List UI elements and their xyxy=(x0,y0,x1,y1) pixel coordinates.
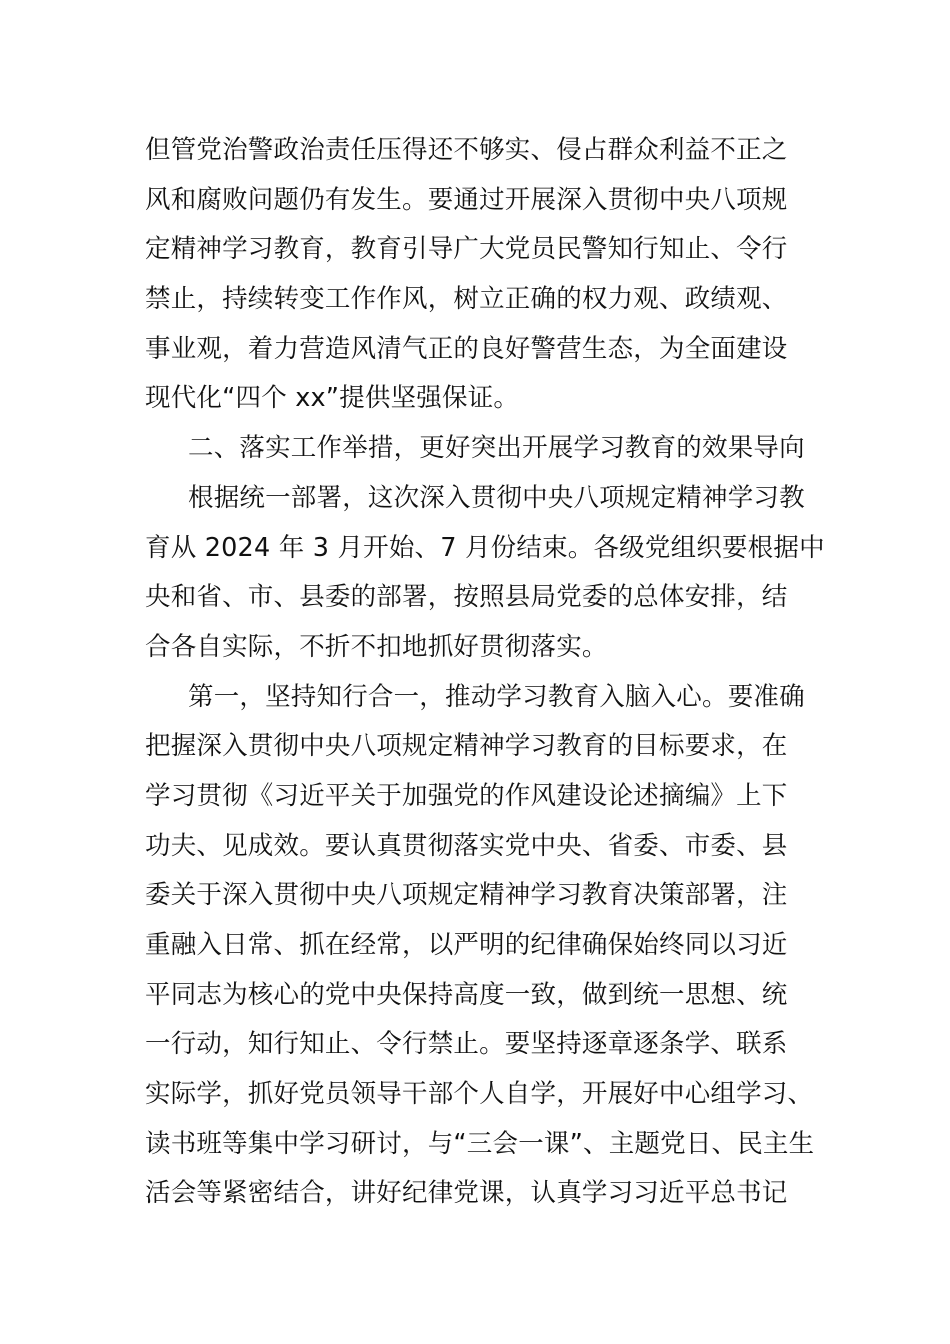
text-line: 禁止，持续转变工作作风，树立正确的权力观、政绩观、 xyxy=(145,284,788,315)
text-line: 委关于深入贯彻中央八项规定精神学习教育决策部署，注 xyxy=(145,880,788,911)
text-line: 重融入日常、抓在经常，以严明的纪律确保始终同以习近 xyxy=(145,930,788,960)
text-line: 合各自实际，不折不扣地抓好贯彻落实。 xyxy=(145,631,608,662)
text-line: 定精神学习教育，教育引导广大党员民警知行知止、令行 xyxy=(145,234,788,265)
text-line: 育从 2024 年 3 月开始、7 月份结束。各级党组织要根据中 xyxy=(145,532,825,563)
text-line: 一行动，知行知止、令行禁止。要坚持逐章逐条学、联系 xyxy=(145,1029,788,1060)
text-line: 事业观，着力营造风清气正的良好警营生态，为全面建设 xyxy=(145,333,788,364)
section-heading: 二、落实工作举措，更好突出开展学习教育的效果导向 xyxy=(188,433,805,464)
text-line: 央和省、市、县委的部署，按照县局党委的总体安排，结 xyxy=(145,582,788,613)
text-line: 风和腐败问题仍有发生。要通过开展深入贯彻中央八项规 xyxy=(145,184,788,215)
text-line: 平同志为核心的党中央保持高度一致，做到统一思想、统 xyxy=(145,979,788,1010)
text-line: 把握深入贯彻中央八项规定精神学习教育的目标要求，在 xyxy=(145,731,788,762)
text-line: 第一，坚持知行合一，推动学习教育入脑入心。要准确 xyxy=(188,681,805,712)
document-body xyxy=(145,126,825,1219)
text-line: 活会等紧密结合，讲好纪律党课，认真学习习近平总书记 xyxy=(145,1178,788,1209)
text-line: 现代化“四个 xx”提供坚强保证。 xyxy=(145,383,520,414)
text-line: 但管党治警政治责任压得还不够实、侵占群众利益不正之 xyxy=(145,135,788,165)
text-line: 学习贯彻《习近平关于加强党的作风建设论述摘编》上下 xyxy=(145,780,788,811)
text-line: 实际学，抓好党员领导干部个人自学，开展好中心组学习、 xyxy=(145,1079,814,1110)
text-line: 读书班等集中学习研讨，与“三会一课”、主题党日、民主生 xyxy=(145,1128,815,1159)
text-line: 根据统一部署，这次深入贯彻中央八项规定精神学习教 xyxy=(188,482,805,513)
text-line: 功夫、见成效。要认真贯彻落实党中央、省委、市委、县 xyxy=(145,830,788,861)
